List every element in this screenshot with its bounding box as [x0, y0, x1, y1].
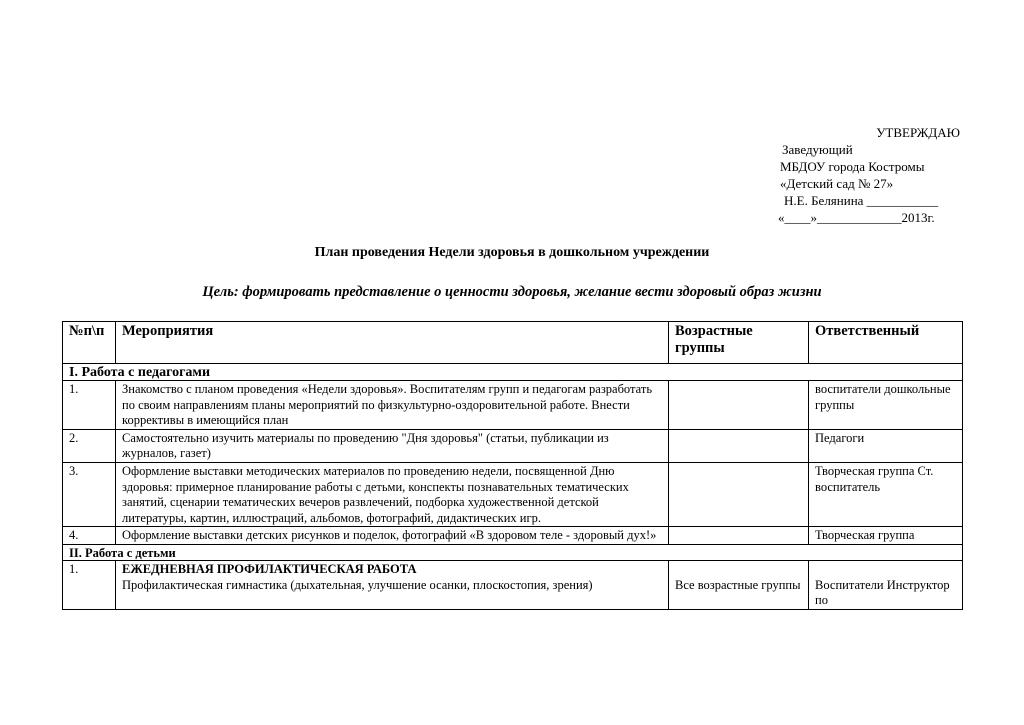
row-responsible-cell — [809, 560, 963, 609]
row-age — [669, 527, 809, 545]
approval-position: Заведующий — [782, 142, 853, 157]
approval-kindergarten: «Детский сад № 27» — [780, 176, 894, 191]
section-row — [63, 544, 963, 560]
table-row — [63, 560, 963, 609]
section-title: II. Работа с детьми — [63, 544, 963, 560]
goal-statement: Цель: формировать представление о ценности здоровья, желание вести здоровый образ жизни — [202, 284, 822, 300]
row-responsible: Воспитатели Инструктор по — [815, 577, 950, 608]
row-age — [669, 381, 809, 430]
row-age — [669, 429, 809, 462]
plan-table — [62, 321, 963, 610]
row-responsible: Творческая группа Ст. воспитатель — [809, 462, 963, 526]
row-event-title: ЕЖЕДНЕВНАЯ ПРОФИЛАКТИЧЕСКАЯ РАБОТА — [122, 561, 417, 576]
row-responsible: Педагоги — [809, 429, 963, 462]
row-age: Все возрастные группы — [675, 577, 801, 592]
row-event: Самостоятельно изучить материалы по проведению "Дня здоровья" (статьи, публикации из журналов, газет) — [116, 429, 669, 462]
header-num: №п\п — [63, 322, 116, 364]
row-age — [669, 462, 809, 526]
table-row — [63, 462, 963, 526]
table-header-row — [63, 322, 963, 364]
row-event: Оформление выставки методических материалов по проведению недели, посвященной Дню здоровья: примерное планирование работы с детьми, конспекты познавательных тематических занятий, сценарии тематических вечеров развлечений, подборка художественной детской литературы, картин, иллюстраций, альбомов, фотографий, дидактических игр. — [116, 462, 669, 526]
header-age: Возрастные группы — [669, 322, 809, 364]
page-title: План проведения Недели здоровья в дошкольном учреждении — [314, 245, 710, 260]
approval-block — [776, 124, 960, 226]
table-row — [63, 429, 963, 462]
section-row — [63, 364, 963, 381]
approval-heading: УТВЕРЖДАЮ — [876, 125, 960, 140]
row-num: 4. — [63, 527, 116, 545]
row-num: 1. — [63, 560, 116, 609]
row-responsible: воспитатели дошкольные группы — [809, 381, 963, 430]
row-event-cell — [116, 560, 669, 609]
approval-date: «____»_____________2013г. — [778, 210, 935, 225]
row-age-cell — [669, 560, 809, 609]
row-event: Оформление выставки детских рисунков и поделок, фотографий «В здоровом теле - здоровый дух!» — [116, 527, 669, 545]
table-row — [63, 381, 963, 430]
section-title: I. Работа с педагогами — [63, 364, 963, 381]
row-responsible: Творческая группа — [809, 527, 963, 545]
approval-signer: Н.Е. Белянина ___________ — [784, 193, 939, 208]
row-num: 1. — [63, 381, 116, 430]
row-num: 2. — [63, 429, 116, 462]
row-event: Профилактическая гимнастика (дыхательная, улучшение осанки, плоскостопия, зрения) — [122, 577, 593, 592]
header-responsible: Ответственный — [809, 322, 963, 364]
approval-org: МБДОУ города Костромы — [780, 159, 925, 174]
row-event: Знакомство с планом проведения «Недели здоровья». Воспитателям групп и педагогам разработать по своим направлениям планы мероприятий по физкультурно-оздоровительной работе. Внести коррективы в имеющийся план — [116, 381, 669, 430]
table-row — [63, 527, 963, 545]
row-num: 3. — [63, 462, 116, 526]
header-events: Мероприятия — [116, 322, 669, 364]
